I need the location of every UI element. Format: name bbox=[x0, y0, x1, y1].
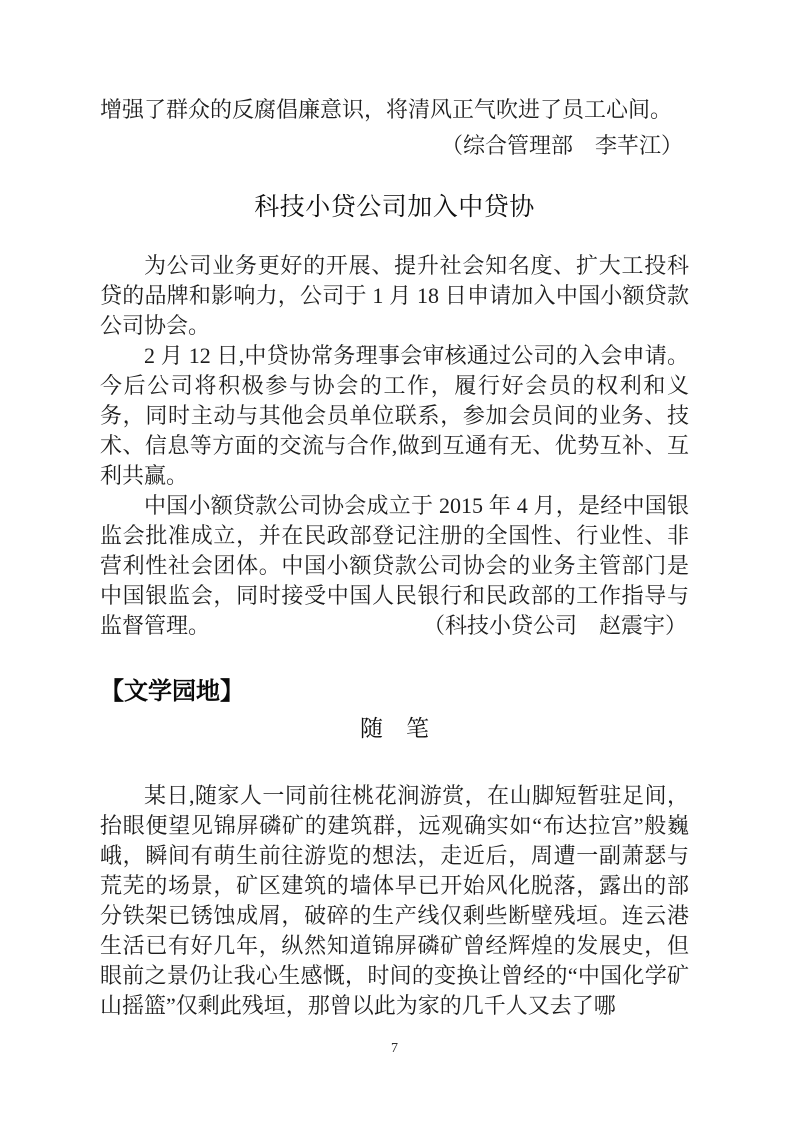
article-paragraph-2: 2 月 12 日,中贷协常务理事会审核通过公司的入会申请。今后公司将积极参与协会的工作，履行好会员的权利和义务，同时主动与其他会员单位联系，参加会员间的业务、技术、信息等方面的交流与合作,做到互通有无、优势互补、互利共赢。 bbox=[100, 343, 689, 488]
previous-article-attribution: （综合管理部 李芊江） bbox=[440, 133, 683, 158]
article-paragraph-3 bbox=[100, 491, 689, 641]
article-paragraph-3-text: 中国小额贷款公司协会成立于 2015 年 4 月，是经中国银监会批准成立，并在民政部登记注册的全国性、行业性、非营利性社会团体。中国小额贷款公司协会的业务主管部门是中国银监会，同时接受中国人民银行和民政部的工作指导与监督管理。 bbox=[100, 493, 689, 638]
essay-paragraph: 某日,随家人一同前往桃花涧游赏，在山脚短暂驻足间，抬眼便望见锦屏磷矿的建筑群，远观确实如“布达拉宫”般巍峨，瞬间有萌生前往游览的想法，走近后，周遭一副萧瑟与荒芜的场景，矿区建筑的墙体早已开始风化脱落，露出的部分铁架已锈蚀成屑，破碎的生产线仅剩些断壁残垣。连云港生活已有好几年，纵然知道锦屏磷矿曾经辉煌的发展史，但眼前之景仍让我心生感慨，时间的变换让曾经的“中国化学矿山摇篮”仅剩此残垣，那曾以此为家的几千人又去了哪 bbox=[100, 783, 689, 1018]
previous-article-continuation-text: 增强了群众的反腐倡廉意识，将清风正气吹进了员工心间。 bbox=[100, 97, 673, 122]
article-paragraph-1: 为公司业务更好的开展、提升社会知名度、扩大工投科贷的品牌和影响力，公司于 1 月 18 日申请加入中国小额贷款公司协会。 bbox=[100, 253, 689, 338]
page-number: 7 bbox=[391, 1041, 398, 1056]
article-attribution: （科技小贷公司 赵震宇） bbox=[422, 613, 687, 638]
essay-title: 随 笔 bbox=[360, 715, 429, 741]
literature-section-label: 【文学园地】 bbox=[100, 679, 244, 705]
article-title: 科技小贷公司加入中贷协 bbox=[254, 193, 535, 221]
